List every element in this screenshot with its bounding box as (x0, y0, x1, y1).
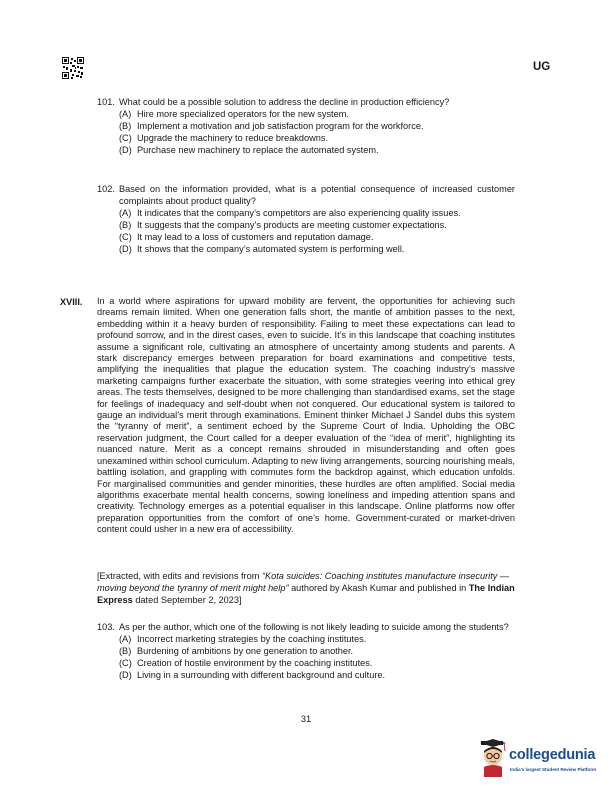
series-code: UG (533, 61, 551, 73)
question-101 (97, 96, 515, 156)
option: (D) It shows that the company’s automated system is performing well. (119, 244, 405, 254)
question-number: 102. (97, 184, 115, 194)
option: (A) Hire more specialized operators for the new system. (119, 109, 349, 119)
option: (D) Living in a surrounding with different background and culture. (119, 670, 386, 680)
question-stem: What could be a possible solution to address the decline in production efficiency? (119, 97, 450, 107)
option: (C) It may lead to a loss of customers and reputation damage. (119, 232, 374, 242)
page-number: 31 (300, 714, 312, 724)
mascot-icon (478, 739, 508, 777)
question-stem: Based on the information provided, what is a potential consequence of increased customer complaints about product quality? (119, 184, 515, 206)
brand-name: collegedunia (509, 747, 596, 763)
question-stem: As per the author, which one of the following is not likely leading to suicide among the students? (119, 622, 509, 632)
question-number: 101. (97, 97, 115, 107)
passage-source: [Extracted, with edits and revisions from “Kota suicides: Coaching institutes manufacture insecurity — moving beyond the tyranny of merit might help” authored by Akash Kumar and published in The Indian Express dated September 2, 2023] (97, 571, 515, 605)
option: (C) Creation of hostile environment by the coaching institutes. (119, 658, 373, 668)
option: (B) It suggests that the company’s products are meeting customer expectations. (119, 220, 447, 230)
source-article-title: “Kota suicides: Coaching institutes manufacture insecurity — moving beyond the tyranny of merit might help” (97, 571, 510, 593)
question-103 (97, 621, 515, 681)
source-publication: The Indian Express (97, 583, 515, 605)
option: (B) Burdening of ambitions by one generation to another. (119, 646, 354, 656)
section-label: XVIII. (60, 297, 83, 307)
option: (C) Upgrade the machinery to reduce breakdowns. (119, 133, 329, 143)
question-number: 103. (97, 622, 115, 632)
qr-code (62, 57, 84, 79)
brand-tagline: India's largest Student Review Platform (510, 767, 597, 772)
option: (B) Implement a motivation and job satisfaction program for the workforce. (119, 121, 424, 131)
option: (A) Incorrect marketing strategies by the coaching institutes. (119, 634, 367, 644)
question-102 (97, 183, 515, 255)
option: (A) It indicates that the company’s competitors are also experiencing quality issues. (119, 208, 461, 218)
reading-passage: In a world where aspirations for upward mobility are fervent, the opportunities for achieving such dreams remain limited. When one generation falls short, the mantle of ambition passes to the next, embedding within it a heavy burden of responsibility. Failing to meet these expectations can lead to profound sorrow, and in the direst cases, even to suicide. It’s in this landscape that coaching institutes assume a significant role, cultivating an atmosphere of uncertainty among students and parents. A stark discrepancy emerges between preparation for board examinations and competitive tests, amplifying the inequalities that plague the education system. The coaching industry’s massive marketing campaigns further exacerbate the situation, with some strategies veering into ethical grey areas. The tests themselves, designed to be more challenging than standardised exams, set the stage for feelings of inadequacy and self-doubt when not conquered. Our educational system is tailored to gauge an individual’s merit through examinations. Eminent thinker Michael J Sandel dubs this system the “tyranny of merit”, a sentiment echoed by the Supreme Court of India. Upholding the OBC reservation judgment, the Court called for a deeper evaluation of the “idea of merit”, highlighting its nuanced nature. Merit as a concept remains shrouded in misunderstanding and often goes unexamined within school curriculum. Adapting to new living arrangements, sourcing nourishing meals, battling isolation, and grappling with commutes form the backdrop against, which education unfolds. For marginalised communities and gender minorities, these hurdles are often amplified. Social media algorithms exacerbate mental health concerns, sowing loneliness and impeding attention spans and creativity. Technology emerges as a potential equaliser in this landscape. Online platforms now offer preparation opportunities from the comfort of one’s home. Government-curated or market-driven content could usher in a new era of accessibility. (97, 296, 515, 535)
option: (D) Purchase new machinery to replace the automated system. (119, 145, 379, 155)
brand-logo (478, 739, 600, 781)
